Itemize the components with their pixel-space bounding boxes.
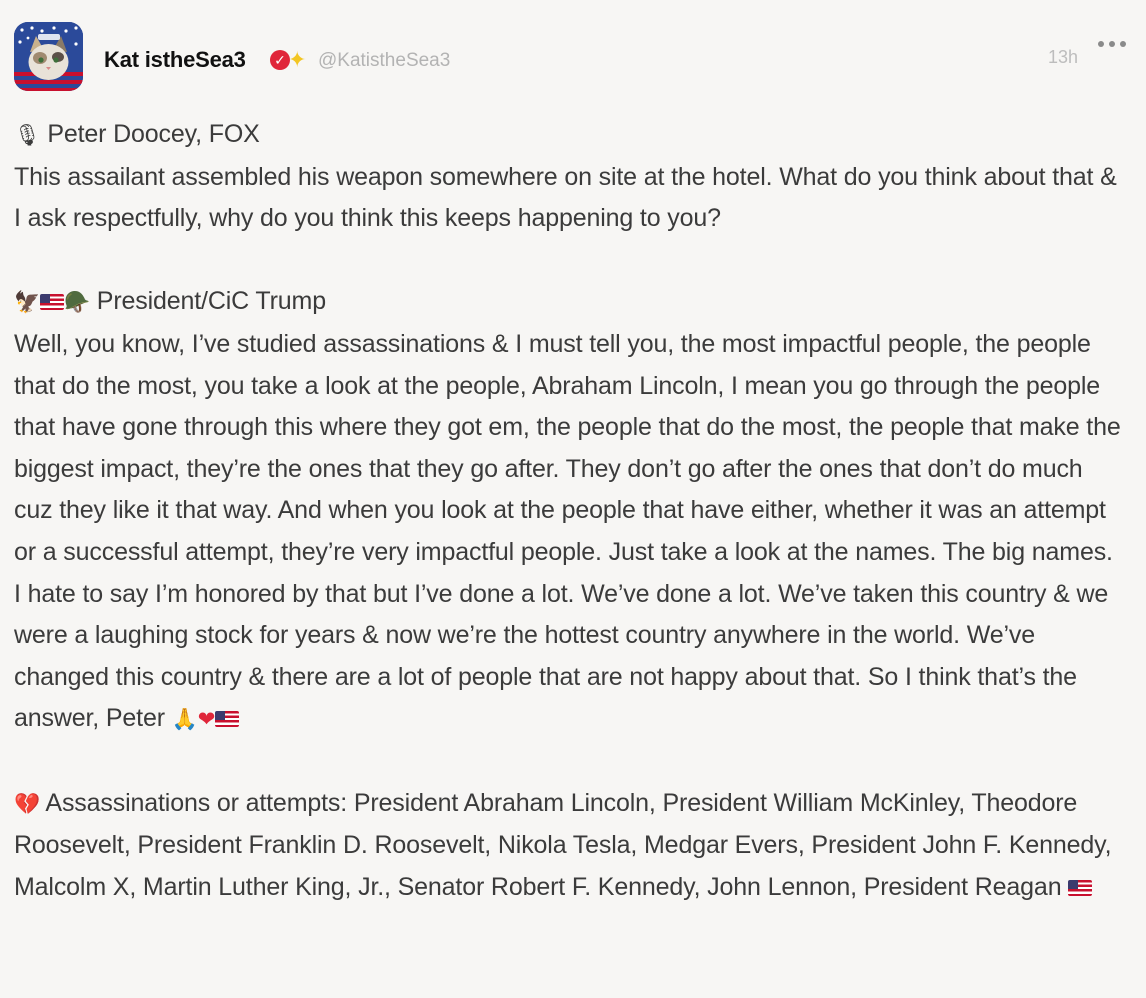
author-name[interactable]: Kat istheSea3 <box>104 47 246 72</box>
more-options-icon <box>1098 41 1104 47</box>
list-paragraph <box>14 783 1126 909</box>
avatar[interactable] <box>14 22 83 91</box>
answer-paragraph <box>14 324 1126 741</box>
answer-speaker: President/CiC Trump <box>96 287 326 316</box>
paragraph-gap <box>14 741 1126 783</box>
question-speaker: Peter Doocey, FOX <box>47 120 260 148</box>
broken-heart-icon: 💔 <box>14 792 40 816</box>
us-flag-icon <box>40 294 64 310</box>
post-header <box>14 20 1132 92</box>
us-flag-icon <box>215 711 239 727</box>
red-heart-icon: ❤ <box>197 708 216 732</box>
us-flag-icon <box>1068 880 1092 896</box>
folded-hands-icon: 🙏 <box>171 708 198 732</box>
eagle-icon: 🦅 <box>14 291 40 315</box>
answer-speaker-line <box>14 281 1126 324</box>
author-handle[interactable]: @KatistheSea3 <box>318 50 451 71</box>
question-speaker-line <box>14 114 1126 157</box>
answer-text: Well, you know, I’ve studied assassinations & I must tell you, the most impactful people, the people that do the most, you take a look at the people, Abraham Lincoln, I mean you go through the people that have gone through this where they got em, the people that do the most, the people that make the biggest impact, they’re the ones that they go after. They don’t go after the ones that don’t do much cuz they like it that way. And when you look at the people that have either, whether it was an attempt or a successful attempt, they’re very impactful people. Just take a look at the names. The big names. I hate to say I’m honored by that but I’ve done a lot. We’ve done a lot. We’ve taken this country & we were a laughing stock for years & now we’re the hottest country anywhere in the world. We’ve changed this country & there are a lot of people that are not happy about that. So I think that’s the answer, Peter <box>14 329 1121 733</box>
military-helmet-icon: 🪖 <box>64 291 90 315</box>
microphone-icon: 🎙 <box>14 124 41 147</box>
paragraph-gap <box>14 240 1126 282</box>
question-text: This assailant assembled his weapon somewhere on site at the hotel. What do you think about that & I ask respectfully, why do you think this keeps happening to you? <box>14 162 1117 233</box>
sparkles-icon: ✦ <box>288 46 307 72</box>
more-options-button[interactable] <box>1092 34 1132 54</box>
author-badges <box>270 47 306 72</box>
post-timestamp[interactable]: 13h <box>1047 47 1078 67</box>
list-text: Assassinations or attempts: President Abraham Lincoln, President William McKinley, Theodore Roosevelt, President Franklin D. Roosevelt, Nikola Tesla, Medgar Evers, President John F. Kennedy, Malcolm X, Martin Luther King, Jr., Senator Robert F. Kennedy, John Lennon, President Reagan <box>14 788 1112 901</box>
avatar-image <box>14 22 83 91</box>
post-body <box>14 114 1126 908</box>
verified-check-icon: ✓ <box>270 50 290 70</box>
